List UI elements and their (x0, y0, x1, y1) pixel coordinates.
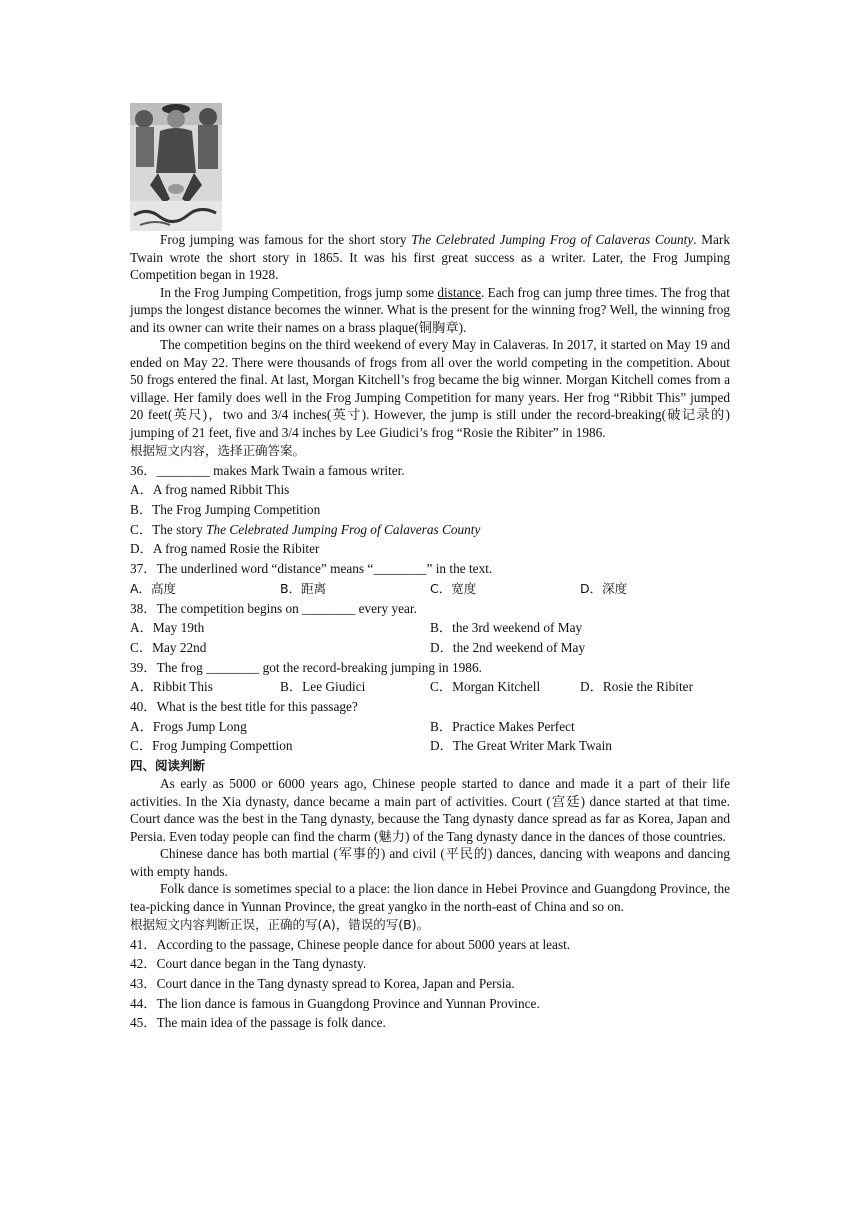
q37-option-c: C．宽度 (430, 580, 477, 596)
passage-paragraph-3: The competition begins on the third weekend of every May in Calaveras. In 2017, it started on May 19 and ended on May 22. There were thousands of frogs from all over the world competing in the competition. About 50 frogs entered the final. At last, Morgan Kitchell’s frog became the big winner. Morgan Kitchell comes from a village. Her family does well in the Frog Jumping Competition for many years. Her frog “Ribbit This” jumped 20 feet(英尺)，two and 3/4 inches(英寸). However, the jump is still under the record-breaking(破记录的) jumping of 21 feet, five and 3/4 inches by Lee Giudici’s frog “Rosie the Ribiter” in 1986. (130, 337, 730, 440)
q37-option-a: A．高度 (130, 580, 177, 596)
passage-paragraph-2: In the Frog Jumping Competition, frogs jump some distance. Each frog can jump three times. The frog that jumps the longest distance becomes the winner. What is the present for the winning frog? Well, the winning frog and its owner can write their names on a brass plaque(铜胸章). (130, 284, 730, 335)
q38-options-row-2 (130, 638, 730, 658)
section-heading-reading-judgement: 四、阅读判断 (130, 758, 206, 773)
q40-option-a: A．Frogs Jump Long (130, 718, 247, 734)
q39-option-d: D．Rosie the Ribiter (580, 679, 694, 695)
q38-options-row-1 (130, 618, 730, 638)
underlined-word-distance: distance (437, 284, 481, 300)
q39-option-c: C．Morgan Kitchell (430, 679, 541, 695)
dance-paragraph-3: Folk dance is sometimes special to a place: the lion dance in Hebei Province and Guangdong Province, the tea-picking dance in Yunnan Province, the great yangko in the north-east of China and so on. (130, 881, 730, 914)
statement-45: 45．The main idea of the passage is folk dance. (130, 1015, 386, 1031)
q38-option-c: C．May 22nd (130, 639, 207, 655)
passage-paragraph-1: Frog jumping was famous for the short story The Celebrated Jumping Frog of Calaveras County. Mark Twain wrote the short story in 1865. It was his first great success as a writer. Later, the Frog Jumping Competition began in 1928. (130, 232, 730, 282)
q38-option-a: A．May 19th (130, 620, 205, 636)
question-37: 37．The underlined word “distance” means “________” in the text. (130, 561, 493, 577)
q40-options-row-2 (130, 736, 730, 756)
q40-option-b: B．Practice Makes Perfect (430, 718, 575, 734)
judgement-instruction: 根据短文内容判断正误，正确的写(A)，错误的写(B)。 (130, 917, 430, 932)
choice-instruction: 根据短文内容，选择正确答案。 (130, 443, 306, 458)
frog-competition-illustration (130, 103, 222, 231)
statement-42: 42．Court dance began in the Tang dynasty. (130, 956, 367, 972)
worksheet-page (130, 103, 730, 1033)
q38-option-b: B．the 3rd weekend of May (430, 620, 583, 636)
q39-option-a: A．Ribbit This (130, 679, 213, 695)
q38-option-d: D．the 2nd weekend of May (430, 639, 586, 655)
q36-option-d: D．A frog named Rosie the Ribiter (130, 541, 320, 557)
q37-option-b: B．距离 (280, 580, 327, 596)
dance-paragraph-1: As early as 5000 or 6000 years ago, Chinese people started to dance and made it a part of their life activities. In the Xia dynasty, dance became a main part of activities. Court (宫廷) dance started at that time. Court dance was the best in the Tang dynasty, because the Tang dynasty dance spread as far as Korea, Japan and Persia. Even today people can find the charm (魅力) of the Tang dynasty dance in the dances of those countries. (130, 776, 730, 844)
question-40: 40．What is the best title for this passage? (130, 698, 358, 714)
statement-41: 41．According to the passage, Chinese people dance for about 5000 years at least. (130, 936, 571, 952)
question-36: 36．________ makes Mark Twain a famous writer. (130, 462, 405, 478)
question-38: 38．The competition begins on ________ every year. (130, 600, 417, 616)
q39-option-b: B．Lee Giudici (280, 679, 366, 695)
statement-44: 44．The lion dance is famous in Guangdong Province and Yunnan Province. (130, 995, 540, 1011)
q37-option-d: D．深度 (580, 580, 628, 596)
q37-options (130, 579, 730, 599)
statement-43: 43．Court dance in the Tang dynasty spread to Korea, Japan and Persia. (130, 976, 515, 992)
question-39: 39．The frog ________ got the record-breaking jumping in 1986. (130, 659, 482, 675)
q36-option-a: A．A frog named Ribbit This (130, 482, 290, 498)
q40-option-d: D．The Great Writer Mark Twain (430, 738, 612, 754)
q39-options (130, 677, 730, 697)
q40-option-c: C．Frog Jumping Compettion (130, 738, 293, 754)
q40-options-row-1 (130, 717, 730, 737)
dance-paragraph-2: Chinese dance has both martial (军事的) and civil (平民的) dances, dancing with weapons and dancing with empty hands. (130, 846, 730, 879)
q36-option-c: C．The story The Celebrated Jumping Frog of Calaveras County (130, 521, 481, 537)
q36-option-b: B．The Frog Jumping Competition (130, 502, 321, 518)
